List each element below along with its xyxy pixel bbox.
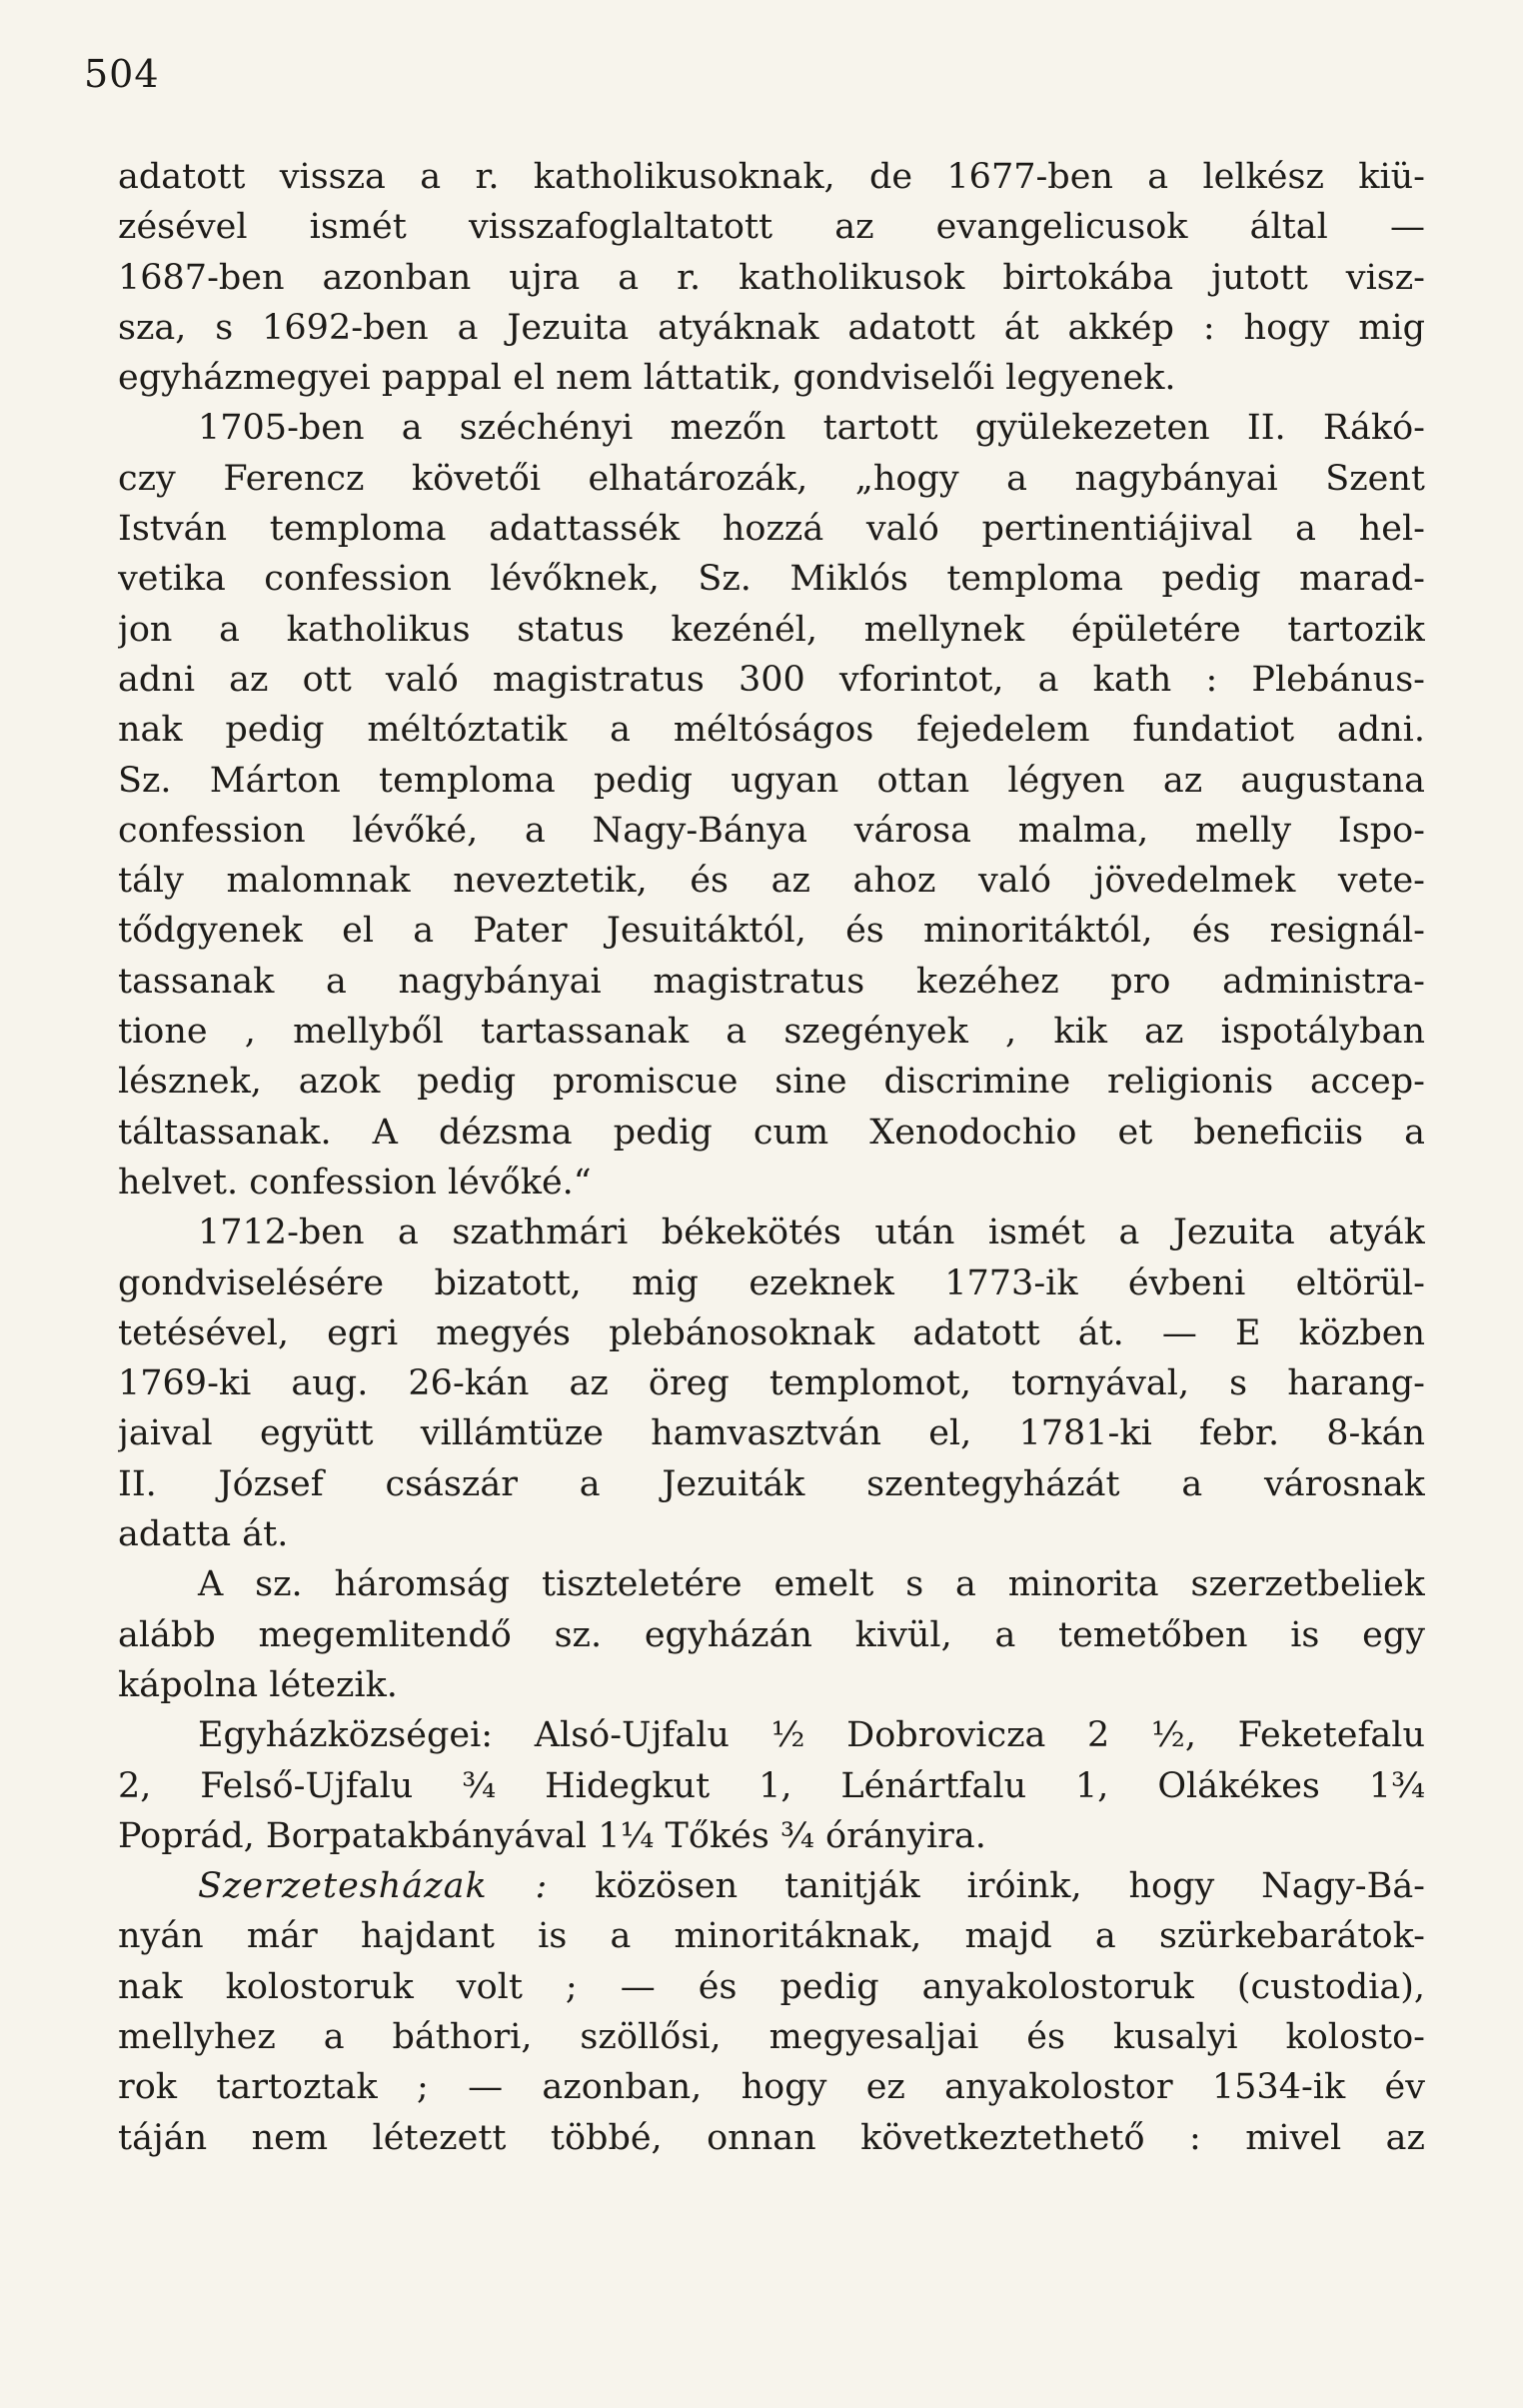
section-lead: Szerzetesházak : (198, 1866, 549, 1907)
text-line: jon a katholikus status kezénél, mellynek épületére tartozik (118, 609, 1425, 650)
text-line: tály malomnak neveztetik, és az ahoz való jövedelmek vete- (118, 861, 1425, 902)
text-line: confession lévőké, a Nagy-Bánya városa malma, melly Ispo- (118, 810, 1425, 851)
text-line: 1687-ben azonban ujra a r. katholikusok birtokába jutott visz- (118, 257, 1425, 298)
text-line: egyházmegyei pappal el nem láttatik, gondviselői legyenek. (118, 358, 1176, 399)
text-line: tetésével, egri megyés plebánosoknak adatott át. — E közben (118, 1312, 1425, 1353)
text-line: helvet. confession lévőké.“ (118, 1162, 592, 1203)
text-line: nak pedig méltóztatik a méltóságos fejedelem fundatiot adni. (118, 710, 1425, 751)
text-line: nak kolostoruk volt ; — és pedig anyakolostoruk (custodia), (118, 1966, 1425, 2007)
body-text (118, 152, 1425, 2163)
text-line: 1712-ben a szathmári békekötés után ismét a Jezuita atyák (198, 1212, 1425, 1253)
text-line: II. József császár a Jezuiták szentegyházát a városnak (118, 1463, 1425, 1504)
text-line-with-lead (118, 1861, 1425, 1911)
text-line: gondviselésére bizatott, mig ezeknek 1773-ik évbeni eltörül- (118, 1262, 1425, 1303)
text-line: 1769-ki aug. 26-kán az öreg templomot, tornyával, s harang- (118, 1363, 1425, 1404)
text-line: adatta át. (118, 1514, 289, 1555)
text-line: zésével ismét visszafoglaltatott az evangelicusok által — (118, 207, 1425, 248)
page-number: 504 (84, 52, 160, 96)
text-line: mellyhez a báthori, szöllősi, megyesaljai és kusalyi kolosto- (118, 2016, 1425, 2057)
text-line: Sz. Márton temploma pedig ugyan ottan légyen az augustana (118, 760, 1425, 801)
text-line: kápolna létezik. (118, 1664, 398, 1705)
text-line: lésznek, azok pedig promiscue sine discrimine religionis accep- (118, 1062, 1425, 1103)
text-line: nyán már hajdant is a minoritáknak, majd a szürkebarátok- (118, 1916, 1425, 1957)
text-line: tődgyenek el a Pater Jesuitáktól, és minoritáktól, és resignál- (118, 911, 1425, 952)
text-line: Egyházközségei: Alsó-Ujfalu ½ Dobrovicza 2 ½, Feketefalu (198, 1715, 1425, 1756)
text-line: A sz. háromság tiszteletére emelt s a minorita szerzetbeliek (198, 1564, 1425, 1605)
text-line: adatott vissza a r. katholikusoknak, de 1677-ben a lelkész kiü- (118, 157, 1425, 197)
text-line: adni az ott való magistratus 300 vforintot, a kath : Plebánus- (118, 659, 1425, 700)
text-line: tione , mellyből tartassanak a szegények , kik az ispotályban (118, 1012, 1425, 1053)
text-line: Poprád, Borpatakbányával 1¼ Tőkés ¾ órányira. (118, 1815, 986, 1856)
text-line: sza, s 1692-ben a Jezuita atyáknak adatott át akkép : hogy mig (118, 307, 1425, 348)
text-line: táltassanak. A dézsma pedig cum Xenodochio et beneficiis a (118, 1112, 1425, 1153)
text-line: István temploma adattassék hozzá való pertinentiájival a hel- (118, 509, 1425, 550)
text-line: alább megemlitendő sz. egyházán kivül, a temetőben is egy (118, 1614, 1425, 1655)
text-line: 1705-ben a széchényi mezőn tartott gyülekezeten II. Rákó- (198, 408, 1425, 449)
text-line: tassanak a nagybányai magistratus kezéhez pro administra- (118, 961, 1425, 1002)
text-line: 2, Felső-Ujfalu ¾ Hidegkut 1, Lénártfalu 1, Olákékes 1¾ (118, 1765, 1425, 1806)
text-line: czy Ferencz követői elhatározák, „hogy a nagybányai Szent (118, 458, 1425, 499)
text-line: táján nem létezett többé, onnan következtethető : mivel az (118, 2117, 1425, 2158)
text-line: vetika confession lévőknek, Sz. Miklós temploma pedig marad- (118, 559, 1425, 600)
text-line: rok tartoztak ; — azonban, hogy ez anyakolostor 1534-ik év (118, 2067, 1425, 2108)
text-line: jaival együtt villámtüze hamvasztván el, 1781-ki febr. 8-kán (118, 1413, 1425, 1454)
text-line-rest: közösen tanitják iróink, hogy Nagy-Bá- (548, 1866, 1425, 1907)
